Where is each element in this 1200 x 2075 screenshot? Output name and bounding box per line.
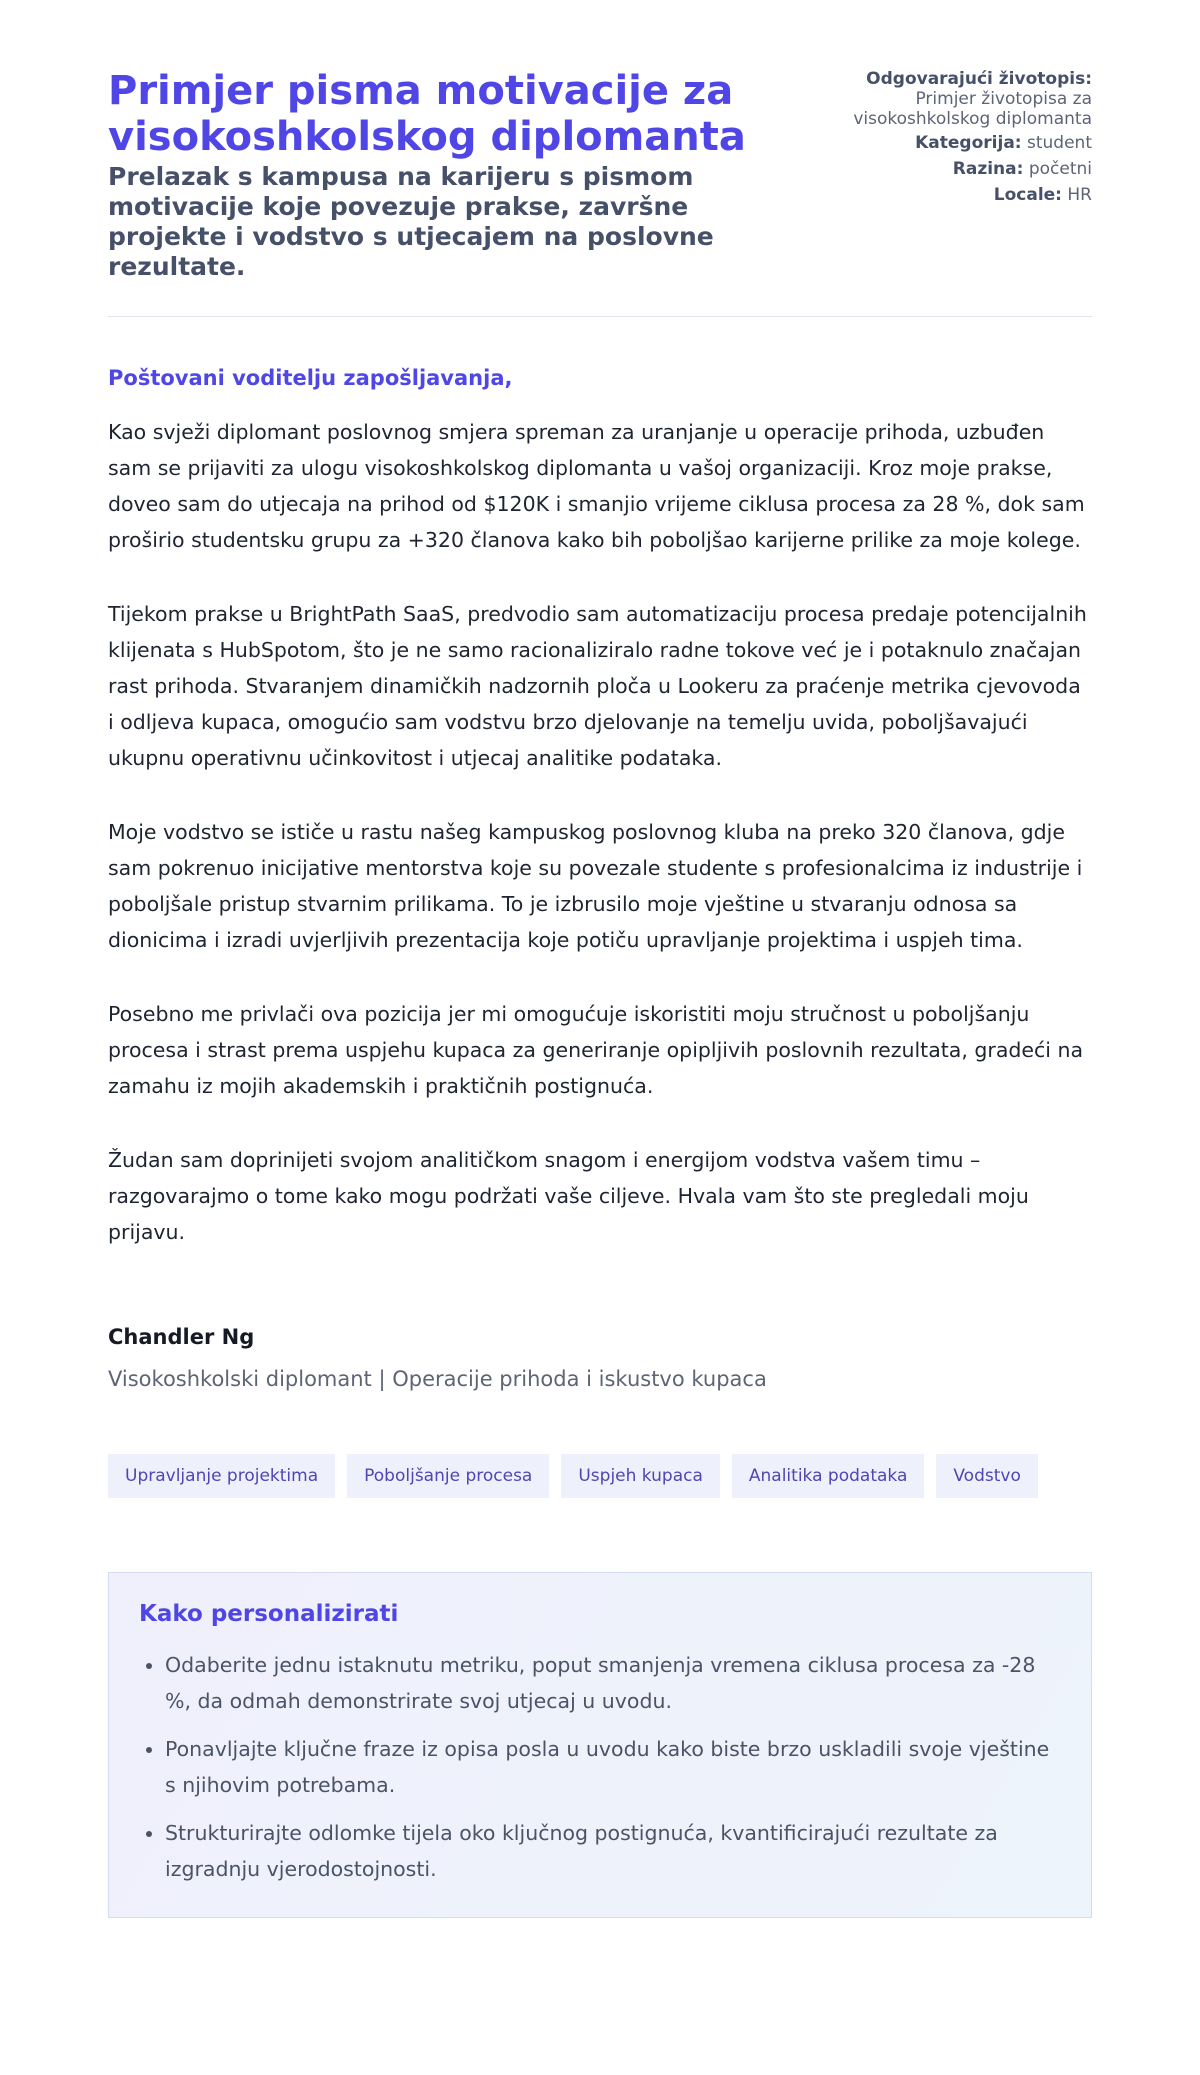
meta-resume — [832, 69, 1092, 129]
skill-tag[interactable]: Poboljšanje procesa — [347, 1454, 549, 1498]
page-subtitle: Prelazak s kampusa na karijeru s pismom motivacije koje povezuje prakse, završne projekte i vodstvo s utjecajem na poslovne rezultate. — [108, 162, 714, 281]
meta-locale-label: Locale: — [993, 185, 1062, 205]
skill-tags — [108, 1454, 1092, 1498]
meta-resume-label: Odgovarajući životopis: — [866, 69, 1092, 89]
letter-paragraph: Kao svježi diplomant poslovnog smjera spreman za uranjanje u operacije prihoda, uzbuđen sam se prijaviti za ulogu visokoshkolskog diplomanta u vašoj organizaciji. Kroz moje prakse, doveo sam do utjecaja na prihod od $120K i smanjio vrijeme ciklusa procesa za 28 %, dok sam proširio studentsku grupu za +320 članova kako bih poboljšao karijerne prilike za moje kolege. — [108, 420, 1085, 552]
skill-tag[interactable]: Upravljanje projektima — [108, 1454, 335, 1498]
meta-category — [832, 133, 1092, 153]
tip-item: • Ponavljajte ključne fraze iz opisa posla u uvodu kako biste brzo uskladili svoje vještine s njihovim potrebama. — [165, 1731, 1061, 1803]
meta-resume-value: Primjer životopisa za visokoshkolskog diplomanta — [853, 89, 1092, 129]
signature-name: Chandler Ng — [108, 1325, 255, 1349]
skill-tag[interactable]: Vodstvo — [936, 1454, 1038, 1498]
letter-paragraph: Posebno me privlači ova pozicija jer mi omogućuje iskoristiti moju stručnost u poboljšanju procesa i strast prema uspjehu kupaca za generiranje opipljivih poslovnih rezultata, gradeći na zamahu iz mojih akademskih i praktičnih postignuća. — [108, 1002, 1084, 1098]
page-title: Primjer pisma motivacije za visokoshkolskog diplomanta — [108, 68, 746, 160]
personalization-tips — [108, 1572, 1092, 1918]
tips-list — [139, 1647, 1061, 1887]
meta-panel — [832, 69, 1092, 211]
letter-paragraph: Moje vodstvo se ističe u rastu našeg kampuskog poslovnog kluba na preko 320 članova, gdje sam pokrenuo inicijative mentorstva koje su povezale studente s profesionalcima iz industrije i poboljšale pristup stvarnim prilikama. To je izbrusilo moje vještine u stvaranju odnosa sa dionicima i izradi uvjerljivih prezentacija koje potiču upravljanje projektima i uspjeh tima. — [108, 820, 1083, 952]
title-block — [108, 68, 768, 282]
letter-paragraph: Žudan sam doprinijeti svojom analitičkom snagom i energijom vodstva vašem timu – razgovarajmo o tome kako mogu podržati vaše ciljeve. Hvala vam što ste pregledali moju prijavu. — [108, 1148, 1029, 1244]
letter-greeting: Poštovani voditelju zapošljavanja, — [108, 366, 513, 390]
signature-block — [108, 1324, 1092, 1392]
skill-tag[interactable]: Analitika podataka — [732, 1454, 924, 1498]
letter-body — [108, 365, 1092, 1250]
skill-tag[interactable]: Uspjeh kupaca — [561, 1454, 720, 1498]
meta-level — [832, 159, 1092, 179]
signature-role: Visokoshkolski diplomant | Operacije prihoda i iskustvo kupaca — [108, 1367, 767, 1391]
meta-category-label: Kategorija: — [915, 133, 1022, 153]
tip-item: • Odaberite jednu istaknutu metriku, poput smanjenja vremena ciklusa procesa za -28 %, da odmah demonstrirate svoj utjecaj u uvodu. — [165, 1647, 1061, 1719]
meta-locale-value: HR — [1067, 185, 1092, 205]
page-header — [108, 68, 1092, 317]
meta-category-value: student — [1027, 133, 1092, 153]
meta-level-label: Razina: — [952, 159, 1024, 179]
meta-level-value: početni — [1028, 159, 1092, 179]
tip-item: • Strukturirajte odlomke tijela oko ključnog postignuća, kvantificirajući rezultate za izgradnju vjerodostojnosti. — [165, 1815, 1061, 1887]
meta-locale — [832, 185, 1092, 205]
tips-title: Kako personalizirati — [139, 1601, 399, 1627]
letter-paragraph: Tijekom prakse u BrightPath SaaS, predvodio sam automatizaciju procesa predaje potencijalnih klijenata s HubSpotom, što je ne samo racionaliziralo radne tokove već je i potaknulo značajan rast prihoda. Stvaranjem dinamičkih nadzornih ploča u Lookeru za praćenje metrika cjevovoda i odljeva kupaca, omogućio sam vodstvu brzo djelovanje na temelju uvida, poboljšavajući ukupnu operativnu učinkovitost i utjecaj analitike podataka. — [108, 602, 1087, 770]
